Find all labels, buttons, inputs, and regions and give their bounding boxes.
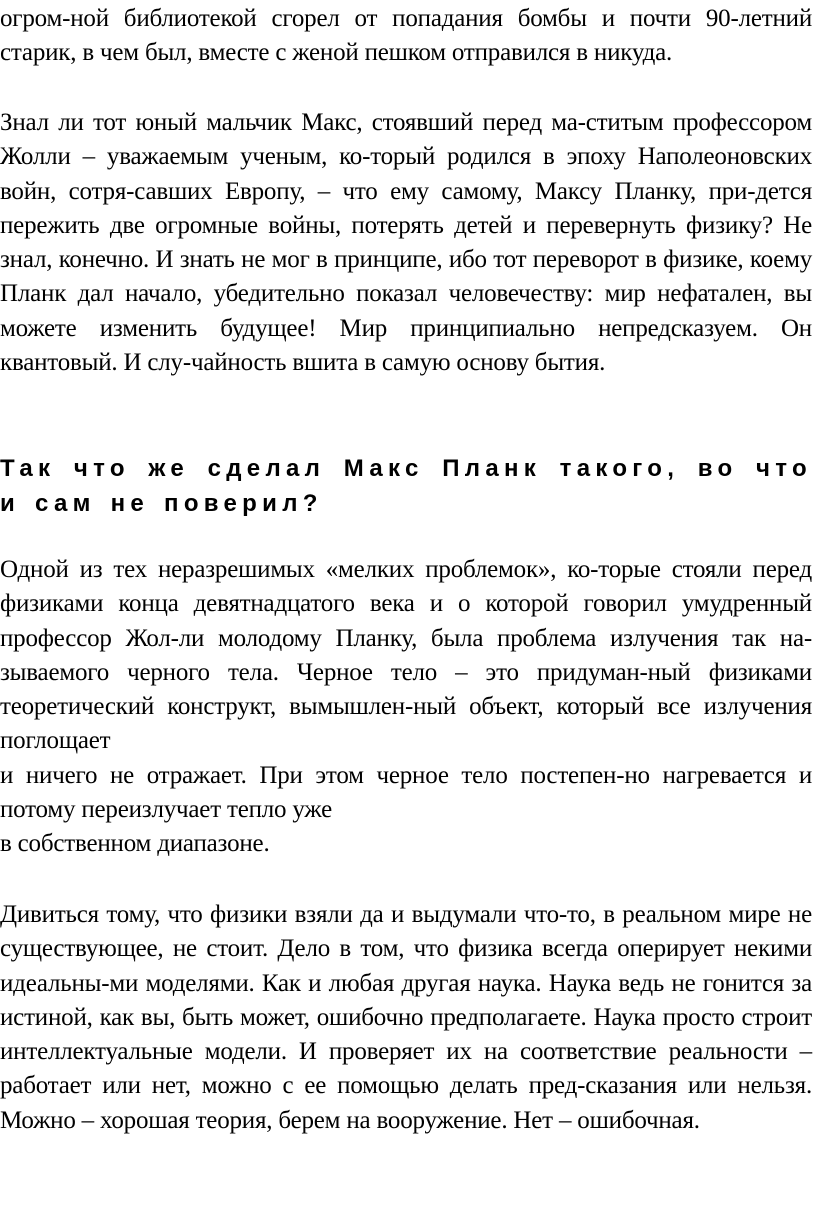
paragraph-4: Дивиться тому, что физики взяли да и выдумали что-то, в реальном мире не существующее, не стоит. Дело в том, что физика всегда оперирует некими идеальны-ми моделями. Как и любая другая наука. Наука ведь не гонится за истиной, как вы, быть может, ошибочно предполагаете. Наука просто строит интеллектуальные модели. И проверяет их на соответствие реальности – работает или нет, можно с ее помощью делать пред-сказания или нельзя. Можно – хорошая теория, берем на вооружение. Нет – ошибочная. xyxy=(0,901,812,1134)
paragraph-3-part-3: в собственном диапазоне. xyxy=(0,830,270,858)
paragraph-1: огром-ной библиотекой сгорел от попадания бомбы и почти 90-летний старик, в чем был, вместе с женой пешком отправился в никуда. xyxy=(0,5,812,67)
paragraph-3-part-2: и ничего не отражает. При этом черное тело постепен-но нагревается и потому переизлучает тепло уже xyxy=(0,761,812,824)
section-heading: Так что же сделал Макс Планк такого, во что и сам не поверил? xyxy=(0,455,812,517)
paragraph-3-part-1: Одной из тех неразрешимых «мелких проблемок», ко-торые стояли перед физиками конца девятнадцатого века и о которой говорил умудренный профессор Жол-ли молодому Планку, была проблема излучения так на-зываемого черного тела. Черное тело – это придуман-ный физиками теоретический конструкт, вымышлен-ный объект, который все излучения поглощает xyxy=(0,556,812,755)
paragraph-3 xyxy=(0,553,812,862)
paragraph-2: Знал ли тот юный мальчик Макс, стоявший перед ма-ститым профессором Жолли – уважаемым ученым, ко-торый родился в эпоху Наполеоновских войн, сотря-савших Европу, – что ему самому, Максу Планку, при-дется пережить две огромные войны, потерять детей и перевернуть физику? Не знал, конечно. И знать не мог в принципе, ибо тот переворот в физике, коему Планк дал начало, убедительно показал человечеству: мир нефатален, вы можете изменить будущее! Мир принципиально непредсказуем. Он квантовый. И слу-чайность вшита в самую основу бытия. xyxy=(0,109,812,377)
